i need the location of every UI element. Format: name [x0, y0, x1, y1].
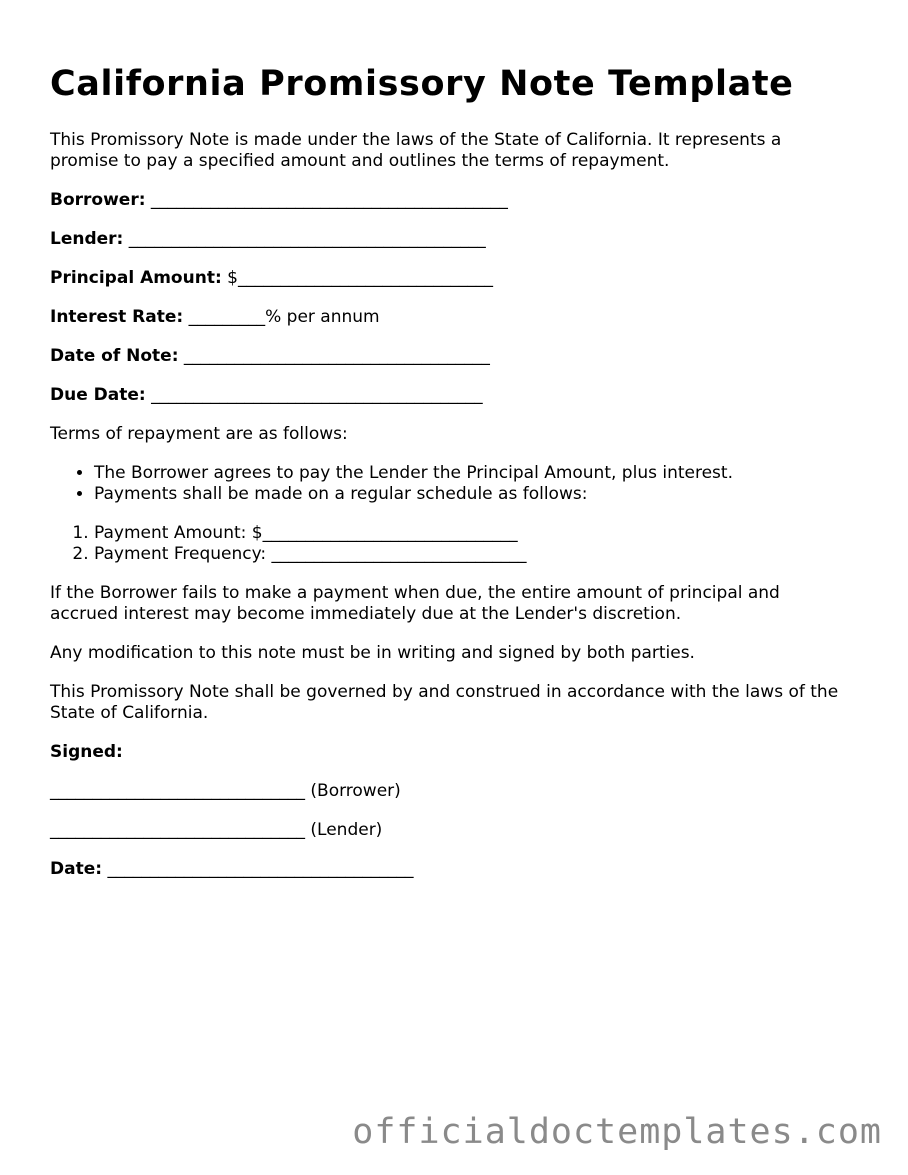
- terms-bullet-list: [50, 463, 850, 505]
- lender-signature-line: ______________________________ (Lender): [50, 820, 383, 840]
- interest-rate-field: [50, 307, 850, 328]
- date-of-note-label: Date of Note:: [50, 346, 179, 366]
- page-title: California Promissory Note Template: [50, 64, 794, 104]
- modification-clause: Any modification to this note must be in writing and signed by both parties.: [50, 643, 695, 663]
- terms-intro: Terms of repayment are as follows:: [50, 424, 348, 444]
- payment-frequency-item: 2. Payment Frequency: ______________________________: [94, 544, 850, 565]
- interest-rate-label: Interest Rate:: [50, 307, 184, 327]
- default-clause: If the Borrower fails to make a payment when due, the entire amount of principal and accrued interest may become immediately due at the Lender's discretion.: [50, 583, 780, 624]
- borrower-label: Borrower:: [50, 190, 146, 210]
- due-date-blank: _______________________________________: [145, 385, 483, 405]
- principal-amount-blank: $______________________________: [221, 268, 493, 288]
- interest-rate-blank: _________% per annum: [183, 307, 380, 327]
- document-page: [50, 60, 850, 898]
- payment-numbered-list: [50, 523, 850, 565]
- due-date-label: Due Date:: [50, 385, 146, 405]
- lender-label: Lender:: [50, 229, 124, 249]
- signed-label: Signed:: [50, 742, 123, 762]
- principal-amount-field: [50, 268, 850, 289]
- due-date-field: [50, 385, 850, 406]
- list-item: • The Borrower agrees to pay the Lender the Principal Amount, plus interest.: [94, 463, 850, 484]
- signature-date-label: Date:: [50, 859, 103, 879]
- signed-heading: [50, 742, 850, 763]
- borrower-field: [50, 190, 850, 211]
- lender-field: [50, 229, 850, 250]
- borrower-blank: __________________________________________: [145, 190, 508, 210]
- date-of-note-field: [50, 346, 850, 367]
- list-item: • Payments shall be made on a regular schedule as follows:: [94, 484, 850, 505]
- governing-law-clause: This Promissory Note shall be governed by and construed in accordance with the laws of the State of California.: [50, 682, 839, 723]
- payment-amount-item: 1. Payment Amount: $______________________________: [94, 523, 850, 544]
- date-of-note-blank: ____________________________________: [178, 346, 490, 366]
- intro-paragraph: This Promissory Note is made under the laws of the State of California. It represents a promise to pay a specified amount and outlines the terms of repayment.: [50, 130, 782, 171]
- lender-blank: __________________________________________: [123, 229, 486, 249]
- principal-amount-label: Principal Amount:: [50, 268, 222, 288]
- signature-date-blank: ____________________________________: [102, 859, 414, 879]
- signature-date-field: [50, 859, 850, 880]
- watermark: officialdoctemplates.com: [352, 1112, 882, 1152]
- borrower-signature-line: ______________________________ (Borrower): [50, 781, 401, 801]
